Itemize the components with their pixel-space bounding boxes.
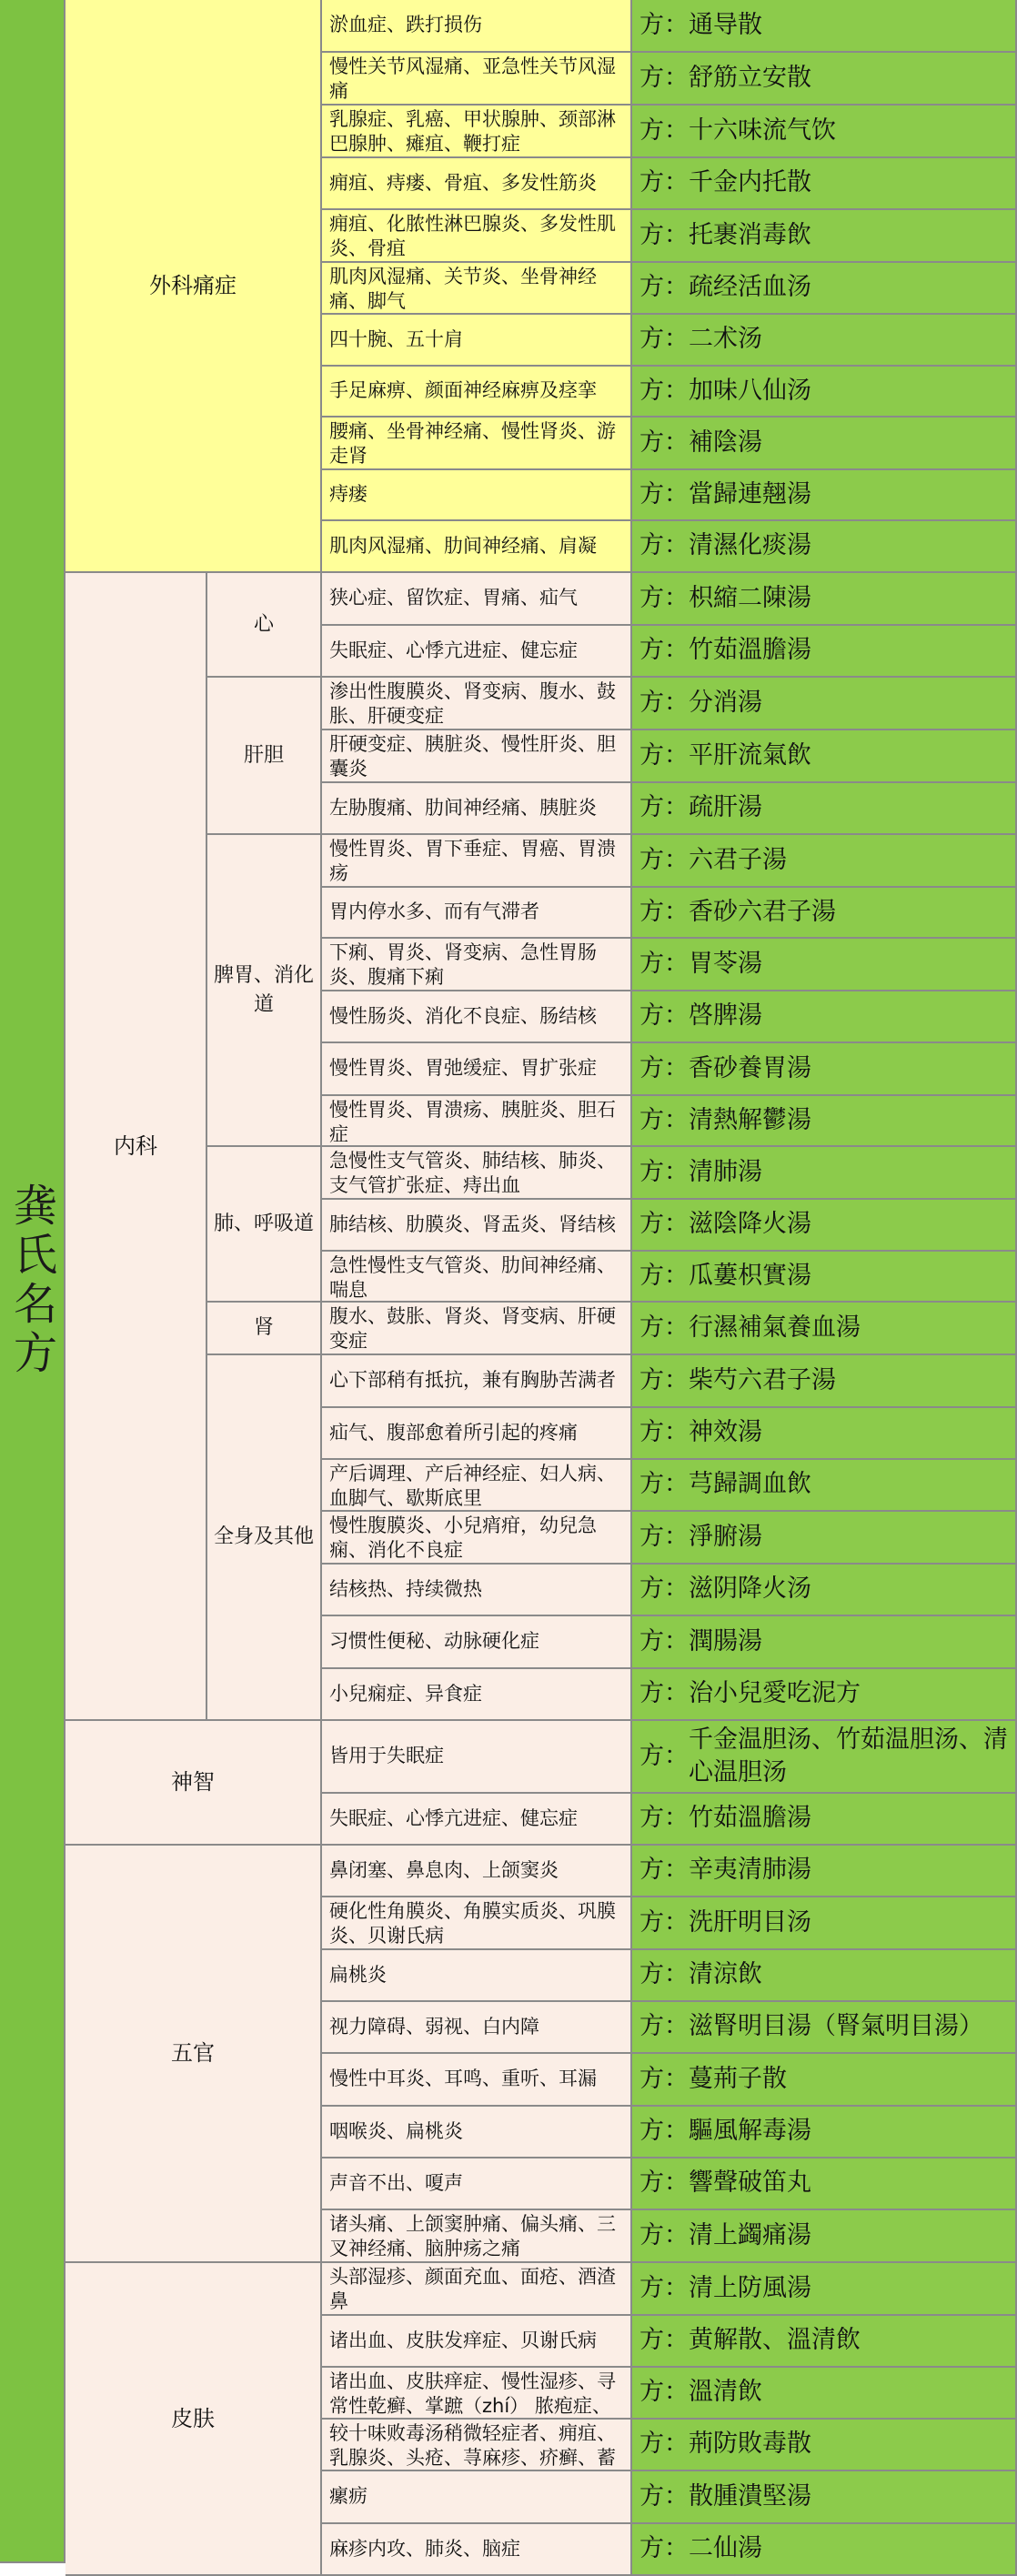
section-label-text: 皮肤 bbox=[171, 2405, 215, 2431]
symptom-cell bbox=[322, 783, 632, 835]
formula-name: 通导散 bbox=[689, 10, 762, 39]
symptom-cell bbox=[322, 2471, 632, 2524]
formula-cell bbox=[632, 1303, 1017, 1355]
symptom-text: 硬化性角膜炎、角膜实质炎、巩膜炎、贝谢氏病 bbox=[329, 1900, 616, 1947]
subsection-label bbox=[207, 573, 322, 678]
formula-cell bbox=[632, 1252, 1017, 1303]
formula-prefix: 方： bbox=[639, 688, 689, 717]
formula-name: 清上防風湯 bbox=[689, 2273, 811, 2302]
symptom-cell bbox=[322, 1669, 632, 1721]
formula-prefix: 方： bbox=[639, 897, 689, 926]
symptom-cell bbox=[322, 730, 632, 783]
formula-cell bbox=[632, 1096, 1017, 1147]
symptom-cell bbox=[322, 1950, 632, 2002]
formula-prefix: 方： bbox=[639, 1907, 689, 1937]
symptom-text: 视力障碍、弱视、白内障 bbox=[329, 2015, 539, 2038]
formula-prefix: 方： bbox=[639, 10, 689, 39]
formula-prefix: 方： bbox=[639, 2326, 689, 2355]
section-label bbox=[65, 1721, 322, 1846]
formula-prefix: 方： bbox=[639, 2168, 689, 2198]
formula-prefix: 方： bbox=[639, 2481, 689, 2511]
formula-cell bbox=[632, 626, 1017, 678]
formula-name: 枳縮二陳湯 bbox=[689, 583, 811, 612]
subsection-label-text: 全身及其他 bbox=[213, 1525, 314, 1549]
symptom-text: 小兒痫症、异食症 bbox=[329, 1682, 482, 1705]
formula-prefix: 方： bbox=[639, 479, 689, 508]
formula-prefix: 方： bbox=[639, 1105, 689, 1134]
formula-cell bbox=[632, 2054, 1017, 2107]
symptom-cell bbox=[322, 263, 632, 315]
symptom-cell bbox=[322, 2107, 632, 2158]
symptom-cell bbox=[322, 1043, 632, 1096]
symptom-text: 手足麻痹、颜面神经麻痹及痉挛 bbox=[329, 379, 597, 402]
symptom-text: 结核热、持续微热 bbox=[329, 1577, 482, 1600]
formula-prefix: 方： bbox=[639, 2012, 689, 2041]
symptom-cell bbox=[322, 888, 632, 939]
formula-cell bbox=[632, 106, 1017, 158]
symptom-text: 胃内停水多、而有气滞者 bbox=[329, 901, 539, 923]
formula-cell bbox=[632, 2002, 1017, 2054]
symptom-cell bbox=[322, 1355, 632, 1408]
formula-name: 滋腎明目湯（腎氣明目湯） bbox=[689, 2012, 983, 2041]
formula-prefix: 方： bbox=[639, 1313, 689, 1342]
table-title-text: 龚氏名方 bbox=[5, 1182, 57, 1379]
formula-prefix: 方： bbox=[639, 845, 689, 874]
symptom-cell bbox=[322, 2524, 632, 2576]
symptom-text: 痈疽、痔瘘、骨疽、多发性筋炎 bbox=[329, 171, 597, 194]
formula-name: 千金温胆汤、竹茹温胆汤、清心温胆汤 bbox=[689, 1725, 1008, 1786]
formula-cell bbox=[632, 1897, 1017, 1950]
symptom-cell bbox=[322, 1408, 632, 1460]
formula-name: 清熱解鬱湯 bbox=[689, 1105, 811, 1134]
symptom-cell bbox=[322, 210, 632, 263]
formula-prefix: 方： bbox=[639, 1210, 689, 1239]
formula-prefix: 方： bbox=[639, 325, 689, 354]
symptom-cell bbox=[322, 626, 632, 678]
formula-cell bbox=[632, 1721, 1017, 1794]
formula-name: 瓜蔞枳實湯 bbox=[689, 1261, 811, 1290]
formula-prefix: 方： bbox=[639, 1960, 689, 1989]
formula-prefix: 方： bbox=[639, 1679, 689, 1708]
formula-prefix: 方： bbox=[639, 376, 689, 405]
formula-prefix: 方： bbox=[639, 2220, 689, 2249]
formula-cell bbox=[632, 2107, 1017, 2158]
formula-prefix: 方： bbox=[639, 1522, 689, 1551]
symptom-text: 慢性胃炎、胃弛缓症、胃扩张症 bbox=[329, 1057, 597, 1080]
symptom-text: 声音不出、嗄声 bbox=[329, 2171, 463, 2194]
symptom-text: 慢性肠炎、消化不良症、肠结核 bbox=[329, 1004, 597, 1027]
formula-name: 香砂六君子湯 bbox=[689, 897, 836, 926]
symptom-text: 乳腺症、乳癌、甲状腺肿、颈部淋巴腺肿、瘫疽、鞭打症 bbox=[329, 108, 616, 156]
symptom-text: 心下部稍有抵抗，兼有胸胁苦满者 bbox=[329, 1369, 616, 1392]
formula-prefix: 方： bbox=[639, 116, 689, 145]
symptom-text: 诸头痛、上颌窦肿痛、偏头痛、三叉神经痛、脑肿疡之痛 bbox=[329, 2213, 616, 2260]
formula-name: 芎歸調血飲 bbox=[689, 1470, 811, 1499]
symptom-text: 痈疽、化脓性淋巴腺炎、多发性肌炎、骨疽 bbox=[329, 213, 616, 260]
formula-cell bbox=[632, 1669, 1017, 1721]
symptom-cell bbox=[322, 991, 632, 1043]
symptom-cell bbox=[322, 573, 632, 626]
formula-cell bbox=[632, 2420, 1017, 2471]
symptom-text: 肺结核、肋膜炎、肾盂炎、肾结核 bbox=[329, 1213, 616, 1235]
formula-prefix: 方： bbox=[639, 2273, 689, 2302]
symptom-cell bbox=[322, 835, 632, 888]
symptom-text: 腹水、鼓胀、肾炎、肾变病、肝硬变症 bbox=[329, 1305, 616, 1353]
formula-name: 清濕化痰湯 bbox=[689, 531, 811, 560]
section-label-text: 神智 bbox=[171, 1769, 215, 1796]
formula-cell bbox=[632, 2368, 1017, 2420]
subsection-label bbox=[207, 1147, 322, 1303]
formula-name: 十六味流气饮 bbox=[689, 116, 836, 145]
formula-name: 蔓荊子散 bbox=[689, 2064, 787, 2093]
formula-prefix: 方： bbox=[639, 220, 689, 249]
formula-name: 疏肝湯 bbox=[689, 793, 762, 822]
formula-name: 清肺湯 bbox=[689, 1157, 762, 1186]
symptom-text: 肌肉风湿痛、关节炎、坐骨神经痛、脚气 bbox=[329, 266, 597, 313]
formula-name: 荊防敗毒散 bbox=[689, 2430, 811, 2459]
formula-name: 柴芍六君子湯 bbox=[689, 1365, 836, 1394]
formula-name: 竹茹溫膽湯 bbox=[689, 636, 811, 665]
section-label-text: 五官 bbox=[171, 2040, 215, 2067]
symptom-text: 慢性胃炎、胃溃疡、胰脏炎、胆石症 bbox=[329, 1099, 616, 1146]
formula-name: 滋陰降火湯 bbox=[689, 1210, 811, 1239]
subsection-label bbox=[207, 1303, 322, 1355]
symptom-text: 较十味败毒汤稍微轻症者、痈疽、乳腺炎、头疮、荨麻疹、疥癣、蓄 bbox=[329, 2422, 616, 2470]
symptom-text: 头部湿疹、颜面充血、面疮、酒渣鼻 bbox=[329, 2266, 616, 2313]
subsection-label bbox=[207, 835, 322, 1147]
symptom-text: 诸出血、皮肤痒症、慢性湿疹、寻常性乾癣、掌蹠（zhí） 脓疱症、 bbox=[329, 2370, 616, 2418]
symptom-cell bbox=[322, 1794, 632, 1846]
section-label bbox=[65, 1846, 322, 2263]
subsection-label-text: 肾 bbox=[253, 1316, 274, 1340]
formula-cell bbox=[632, 1200, 1017, 1252]
symptom-text: 咽喉炎、扁桃炎 bbox=[329, 2119, 463, 2142]
formula-cell bbox=[632, 470, 1017, 521]
symptom-cell bbox=[322, 1303, 632, 1355]
subsection-label-text: 肝胆 bbox=[243, 743, 284, 767]
formula-name: 治小兒愛吃泥方 bbox=[689, 1679, 861, 1708]
formula-cell bbox=[632, 210, 1017, 263]
formula-cell bbox=[632, 2263, 1017, 2316]
formula-prefix: 方： bbox=[639, 1157, 689, 1186]
symptom-cell bbox=[322, 1252, 632, 1303]
symptom-text: 下痢、胃炎、肾变病、急性胃肠炎、腹痛下痢 bbox=[329, 941, 597, 989]
symptom-cell bbox=[322, 1721, 632, 1794]
formula-prefix: 方： bbox=[639, 949, 689, 978]
formula-cell bbox=[632, 730, 1017, 783]
formula-prefix: 方： bbox=[639, 2534, 689, 2563]
formula-prefix: 方： bbox=[639, 1626, 689, 1655]
formula-cell bbox=[632, 939, 1017, 991]
formula-name: 潤腸湯 bbox=[689, 1626, 762, 1655]
section-label bbox=[65, 2263, 322, 2576]
symptom-cell bbox=[322, 2054, 632, 2107]
formula-name: 神效湯 bbox=[689, 1418, 762, 1447]
formula-cell bbox=[632, 573, 1017, 626]
formula-cell bbox=[632, 1616, 1017, 1669]
formula-prefix: 方： bbox=[639, 1418, 689, 1447]
formula-cell bbox=[632, 0, 1017, 53]
formula-cell bbox=[632, 2524, 1017, 2576]
symptom-cell bbox=[322, 53, 632, 106]
formula-name: 辛夷清肺湯 bbox=[689, 1856, 811, 1885]
formula-cell bbox=[632, 991, 1017, 1043]
symptom-text: 左胁腹痛、肋间神经痛、胰脏炎 bbox=[329, 796, 597, 819]
symptom-text: 诸出血、皮肤发痒症、贝谢氏病 bbox=[329, 2329, 597, 2351]
formula-name: 當歸連翹湯 bbox=[689, 479, 811, 508]
symptom-text: 慢性腹膜炎、小兒痟疳，幼兒急痫、消化不良症 bbox=[329, 1514, 597, 1562]
formula-prefix: 方： bbox=[639, 793, 689, 822]
section-label bbox=[65, 573, 207, 1721]
symptom-cell bbox=[322, 1616, 632, 1669]
symptom-text: 狭心症、留饮症、胃痛、疝气 bbox=[329, 587, 578, 609]
subsection-label bbox=[207, 1355, 322, 1721]
formula-name: 淨腑湯 bbox=[689, 1522, 762, 1551]
formula-name: 二术汤 bbox=[689, 325, 762, 354]
symptom-cell bbox=[322, 521, 632, 573]
formula-cell bbox=[632, 1846, 1017, 1897]
formula-name: 清涼飲 bbox=[689, 1960, 762, 1989]
symptom-cell bbox=[322, 418, 632, 470]
symptom-cell bbox=[322, 1565, 632, 1616]
formula-prefix: 方： bbox=[639, 1741, 689, 1770]
formula-name: 溫清飲 bbox=[689, 2378, 762, 2407]
symptom-cell bbox=[322, 106, 632, 158]
symptom-cell bbox=[322, 1200, 632, 1252]
formula-name: 分消湯 bbox=[689, 688, 762, 717]
formula-name: 加味八仙汤 bbox=[689, 376, 811, 405]
formula-name: 補陰湯 bbox=[689, 428, 762, 457]
symptom-cell bbox=[322, 1846, 632, 1897]
formula-cell bbox=[632, 2471, 1017, 2524]
formula-prefix: 方： bbox=[639, 531, 689, 560]
symptom-cell bbox=[322, 2316, 632, 2368]
formula-name: 六君子湯 bbox=[689, 845, 787, 874]
symptom-text: 急性慢性支气管炎、肋间神经痛、喘息 bbox=[329, 1254, 616, 1302]
formula-cell bbox=[632, 888, 1017, 939]
subsection-label-text: 心 bbox=[253, 612, 274, 636]
symptom-cell bbox=[322, 158, 632, 210]
symptom-cell bbox=[322, 678, 632, 730]
formula-prefix: 方： bbox=[639, 1575, 689, 1604]
symptom-cell bbox=[322, 2263, 632, 2316]
formula-prefix: 方： bbox=[639, 1261, 689, 1290]
subsection-label-text: 脾胃、消化道 bbox=[213, 963, 314, 1016]
symptom-cell bbox=[322, 1096, 632, 1147]
formula-name: 千金内托散 bbox=[689, 168, 811, 197]
formula-cell bbox=[632, 1147, 1017, 1200]
formula-name: 洗肝明目汤 bbox=[689, 1907, 811, 1937]
formula-cell bbox=[632, 1794, 1017, 1846]
symptom-cell bbox=[322, 2210, 632, 2263]
symptom-text: 习惯性便秘、动脉硬化症 bbox=[329, 1630, 539, 1653]
formula-cell bbox=[632, 678, 1017, 730]
formula-prefix: 方： bbox=[639, 1365, 689, 1394]
formula-name: 胃苓湯 bbox=[689, 949, 762, 978]
formula-cell bbox=[632, 158, 1017, 210]
formula-cell bbox=[632, 367, 1017, 418]
symptom-cell bbox=[322, 939, 632, 991]
symptom-text: 肝硬变症、胰脏炎、慢性肝炎、胆囊炎 bbox=[329, 733, 616, 780]
formula-cell bbox=[632, 2158, 1017, 2210]
formula-prefix: 方： bbox=[639, 63, 689, 92]
formula-cell bbox=[632, 521, 1017, 573]
symptom-cell bbox=[322, 1897, 632, 1950]
symptom-text: 渗出性腹膜炎、肾变病、腹水、鼓胀、肝硬变症 bbox=[329, 680, 616, 728]
formula-name: 舒筋立安散 bbox=[689, 63, 811, 92]
formula-prefix: 方： bbox=[639, 2430, 689, 2459]
formula-name: 響聲破笛丸 bbox=[689, 2168, 811, 2198]
subsection-label-text: 肺、呼吸道 bbox=[213, 1212, 314, 1235]
formula-prefix: 方： bbox=[639, 2064, 689, 2093]
symptom-text: 慢性胃炎、胃下垂症、胃癌、胃溃疡 bbox=[329, 838, 616, 885]
symptom-text: 腰痛、坐骨神经痛、慢性肾炎、游走肾 bbox=[329, 420, 616, 468]
symptom-text: 失眠症、心悸亢进症、健忘症 bbox=[329, 1806, 578, 1829]
formula-name: 二仙湯 bbox=[689, 2534, 762, 2563]
formula-prefix: 方： bbox=[639, 636, 689, 665]
symptom-text: 失眠症、心悸亢进症、健忘症 bbox=[329, 639, 578, 661]
symptom-text: 麻疹内攻、肺炎、脑症 bbox=[329, 2537, 520, 2560]
symptom-text: 慢性关节风湿痛、亚急性关节风湿痛 bbox=[329, 55, 616, 103]
formula-name: 托裹消毒飲 bbox=[689, 220, 811, 249]
formula-name: 疏经活血汤 bbox=[689, 273, 811, 302]
formula-cell bbox=[632, 418, 1017, 470]
formula-prefix: 方： bbox=[639, 2378, 689, 2407]
symptom-text: 疝气、腹部愈着所引起的疼痛 bbox=[329, 1421, 578, 1444]
formula-prefix: 方： bbox=[639, 1001, 689, 1031]
table-title bbox=[0, 0, 65, 2563]
symptom-cell bbox=[322, 367, 632, 418]
formula-cell bbox=[632, 1355, 1017, 1408]
formula-cell bbox=[632, 315, 1017, 367]
formula-cell bbox=[632, 263, 1017, 315]
formula-prefix: 方： bbox=[639, 1053, 689, 1082]
symptom-text: 扁桃炎 bbox=[329, 1963, 387, 1986]
formula-cell bbox=[632, 2316, 1017, 2368]
formula-name: 香砂養胃湯 bbox=[689, 1053, 811, 1082]
symptom-text: 痔瘘 bbox=[329, 483, 368, 506]
symptom-text: 慢性中耳炎、耳鸣、重听、耳漏 bbox=[329, 2068, 597, 2090]
symptom-cell bbox=[322, 1147, 632, 1200]
symptom-text: 急慢性支气管炎、肺结核、肺炎、支气管扩张症、痔出血 bbox=[329, 1150, 616, 1197]
formula-prefix: 方： bbox=[639, 273, 689, 302]
formula-prefix: 方： bbox=[639, 168, 689, 197]
formula-cell bbox=[632, 53, 1017, 106]
formula-cell bbox=[632, 1460, 1017, 1512]
formula-name: 啓脾湯 bbox=[689, 1001, 762, 1031]
formula-cell bbox=[632, 783, 1017, 835]
formula-name: 散腫潰堅湯 bbox=[689, 2481, 811, 2511]
formula-name: 黄解散、溫清飲 bbox=[689, 2326, 861, 2355]
formula-cell bbox=[632, 1043, 1017, 1096]
formula-name: 平肝流氣飲 bbox=[689, 740, 811, 770]
section-label bbox=[65, 0, 322, 573]
symptom-text: 瘰疬 bbox=[329, 2485, 368, 2508]
formula-prefix: 方： bbox=[639, 1804, 689, 1833]
formula-name: 清上蠲痛湯 bbox=[689, 2220, 811, 2249]
formula-name: 行濕補氣養血湯 bbox=[689, 1313, 861, 1342]
symptom-text: 鼻闭塞、鼻息肉、上颌窦炎 bbox=[329, 1858, 559, 1881]
symptom-cell bbox=[322, 1460, 632, 1512]
formula-prefix: 方： bbox=[639, 2117, 689, 2146]
subsection-label bbox=[207, 678, 322, 835]
formula-prefix: 方： bbox=[639, 1470, 689, 1499]
formula-name: 驅風解毒湯 bbox=[689, 2117, 811, 2146]
formula-cell bbox=[632, 1950, 1017, 2002]
section-label-text: 外科痛症 bbox=[149, 272, 237, 298]
formula-cell bbox=[632, 1565, 1017, 1616]
formula-prefix: 方： bbox=[639, 428, 689, 457]
symptom-cell bbox=[322, 2002, 632, 2054]
symptom-text: 皆用于失眠症 bbox=[329, 1745, 444, 1767]
symptom-text: 产后调理、产后神经症、妇人病、血脚气、歇斯底里 bbox=[329, 1463, 616, 1510]
formula-cell bbox=[632, 1512, 1017, 1565]
formula-prefix: 方： bbox=[639, 740, 689, 770]
formula-name: 竹茹溫膽湯 bbox=[689, 1804, 811, 1833]
formula-cell bbox=[632, 1408, 1017, 1460]
symptom-cell bbox=[322, 470, 632, 521]
symptom-cell bbox=[322, 0, 632, 53]
symptom-cell bbox=[322, 1512, 632, 1565]
symptom-cell bbox=[322, 2420, 632, 2471]
symptom-text: 淤血症、跌打损伤 bbox=[329, 14, 482, 36]
formula-prefix: 方： bbox=[639, 1856, 689, 1885]
formula-cell bbox=[632, 2210, 1017, 2263]
symptom-text: 肌肉风湿痛、肋间神经痛、肩凝 bbox=[329, 534, 597, 557]
section-label-text: 内科 bbox=[114, 1132, 157, 1159]
symptom-cell bbox=[322, 2158, 632, 2210]
symptom-cell bbox=[322, 2368, 632, 2420]
formula-name: 滋阴降火汤 bbox=[689, 1575, 811, 1604]
symptom-cell bbox=[322, 315, 632, 367]
symptom-text: 四十腕、五十肩 bbox=[329, 327, 463, 350]
formula-prefix: 方： bbox=[639, 583, 689, 612]
formula-cell bbox=[632, 835, 1017, 888]
